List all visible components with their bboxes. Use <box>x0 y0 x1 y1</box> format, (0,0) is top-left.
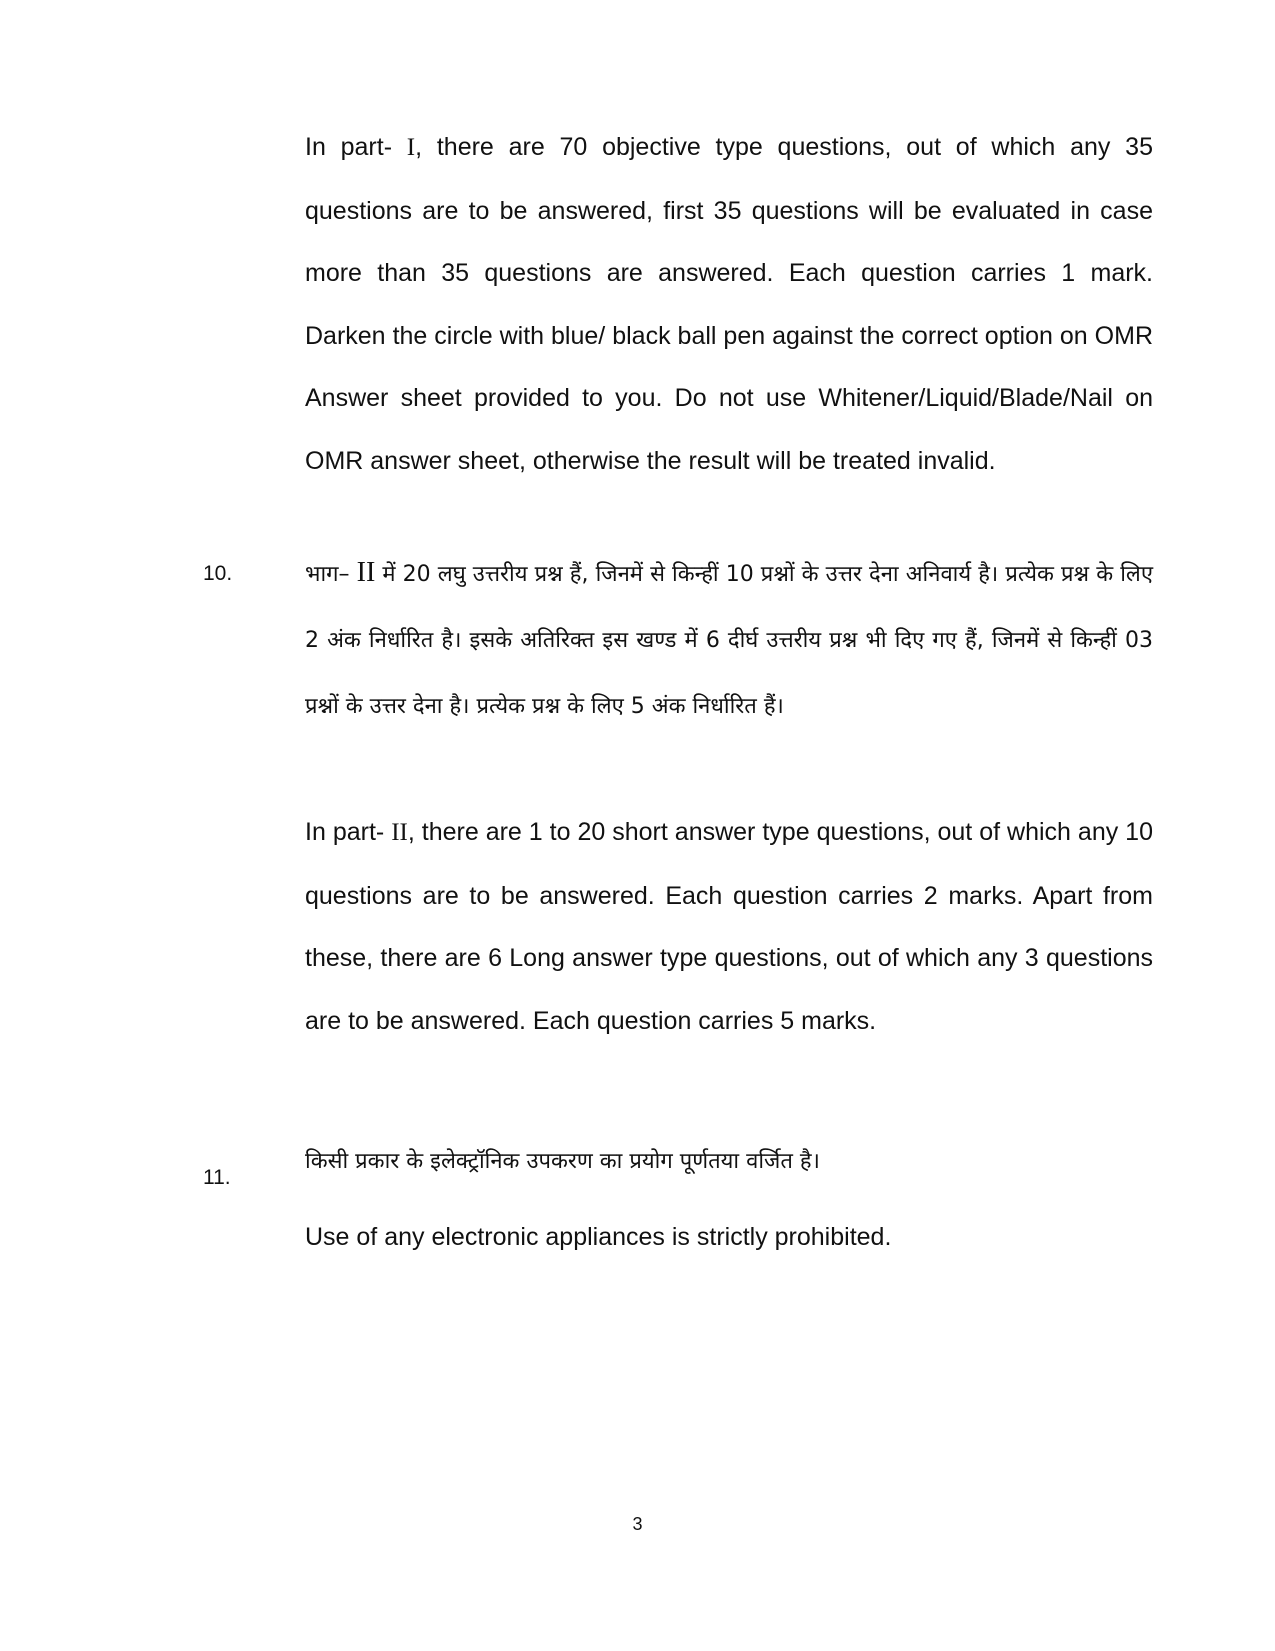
item-10-english <box>305 801 1153 1052</box>
hindi-part-numeral: II <box>356 557 376 588</box>
english-part-lead: In part- <box>305 818 392 846</box>
page-number: 3 <box>632 1514 643 1534</box>
english-part-numeral: II <box>391 819 408 846</box>
item-10-hindi <box>305 540 1153 740</box>
hindi-part-lead: भाग– <box>305 562 357 587</box>
item-11-hindi-text: किसी प्रकार के इलेक्ट्रॉनिक उपकरण का प्रयोग पूर्णतया वर्जित है। <box>305 1149 820 1174</box>
item-11-english <box>305 1206 1153 1269</box>
part-numeral: I <box>406 134 416 161</box>
item-9-english-text: , there are 70 objective type questions, out of which any 35 questions are to be answered, first 35 questions will be evaluated in case more than 35 questions are answered. Each question carries 1 mark. Darken the circle with blue/ black ball pen against the correct option on OMR Answer sheet provided to you. Do not use Whitener/Liquid/Blade/Nail on OMR answer sheet, otherwise the result will be treated invalid. <box>305 133 1153 475</box>
item-10-hindi-text: में 20 लघु उत्तरीय प्रश्न हैं, जिनमें से किन्हीं 10 प्रश्नों के उत्तर देना अनिवार्य है। प्रत्येक प्रश्न के लिए 2 अंक निर्धारित है। इसके अतिरिक्त इस खण्ड में 6 दीर्घ उत्तरीय प्रश्न भी दिए गए हैं, जिनमें से किन्हीं 03 प्रश्नों के उत्तर देना है। प्रत्येक प्रश्न के लिए 5 अंक निर्धारित हैं। <box>305 562 1153 719</box>
item-10-hindi-paragraph <box>305 540 1153 740</box>
item-11-hindi <box>305 1142 1153 1182</box>
part-lead: In part- <box>305 133 407 161</box>
item-11-number: 11. <box>203 1166 231 1189</box>
item-10-number: 10. <box>203 562 233 585</box>
item-9-english-paragraph <box>305 116 1153 492</box>
item-10-english-text: , there are 1 to 20 short answer type questions, out of which any 10 questions are to be answered. Each question carries 2 marks. Apart from these, there are 6 Long answer type questions, out of which any 3 questions are to be answered. Each question carries 5 marks. <box>305 818 1153 1035</box>
item-9-english <box>305 116 1153 492</box>
item-11-english-text: Use of any electronic appliances is strictly prohibited. <box>305 1223 892 1251</box>
item-10-english-paragraph <box>305 801 1153 1052</box>
